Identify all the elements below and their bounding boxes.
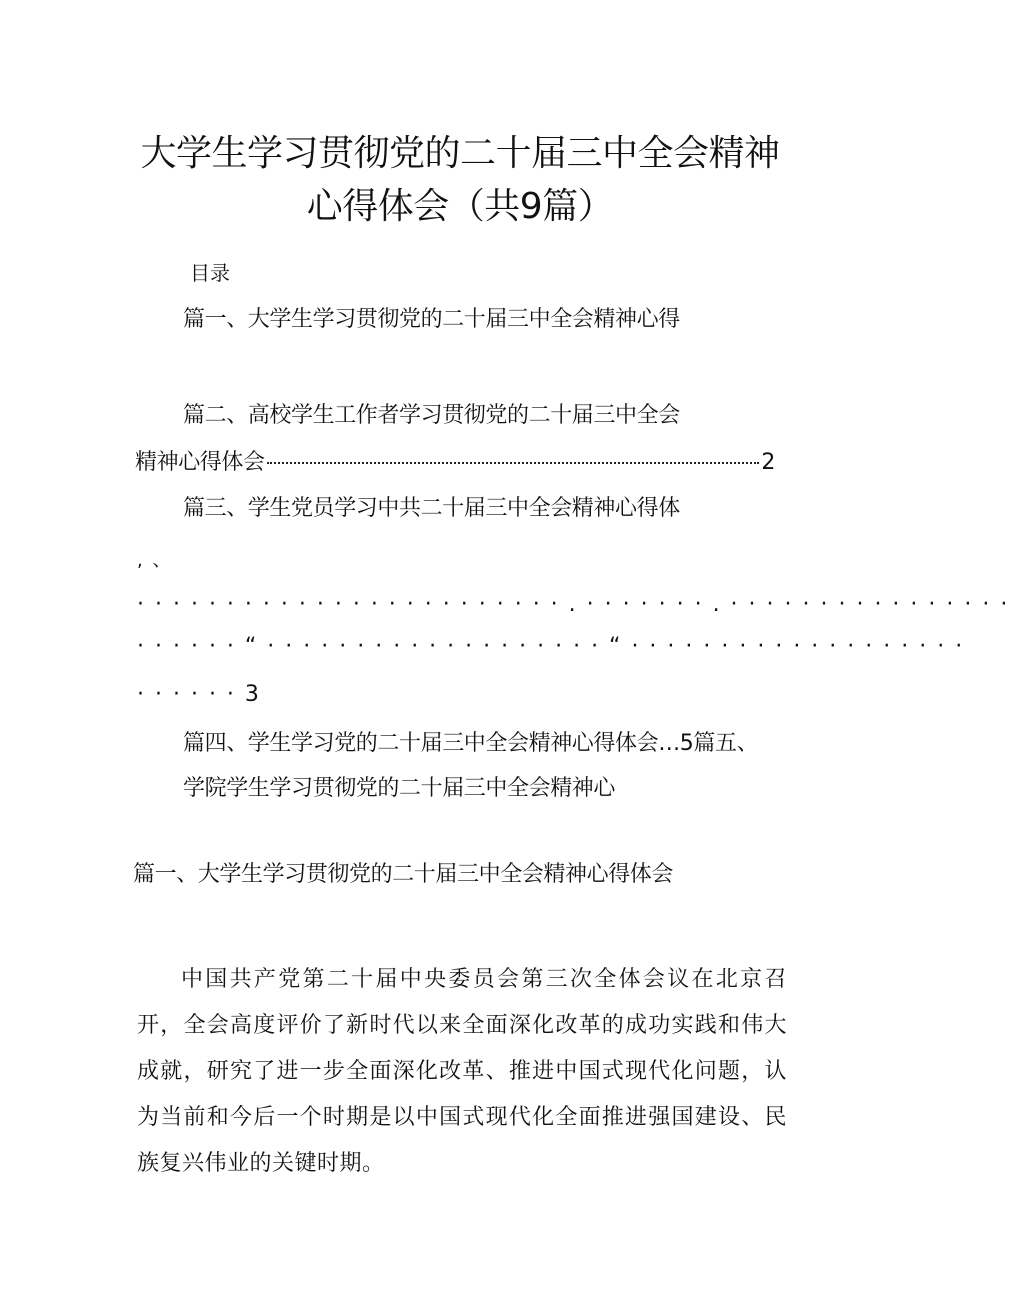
toc-entry-3-dots-1: · · · · · · · · · · · · · · · · · · · · · · · · . · · · · · · · . · · · · · · · · · · · · · · · · [137, 592, 1009, 617]
toc-entry-2-line-1[interactable]: 篇二、高校学生工作者学习贯彻党的二十届三中全会 [183, 403, 680, 428]
document-title-line-2: 心得体会（共9篇） [306, 186, 614, 227]
toc-entry-3-line-2: , 、 [137, 550, 173, 571]
section-1-heading: 篇一、大学生学习贯彻党的二十届三中全会精神心得体会 [133, 862, 674, 887]
section-1-paragraph: 中国共产党第二十届中央委员会第三次全体会议在北京召开，全会高度评价了新时代以来全面深化改革的成功实践和伟大成就，研究了进一步全面深化改革、推进中国式现代化问题，认为当前和今后一个时期是以中国式现代化全面推进强国建设、民族复兴伟业的关键时期。 [137, 967, 787, 1176]
toc-label: 目录 [190, 261, 230, 285]
toc-entry-2-text: 精神心得体会 [135, 450, 265, 475]
toc-entry-1[interactable]: 篇一、大学生学习贯彻党的二十届三中全会精神心得 [183, 307, 680, 332]
document-title-line-1: 大学生学习贯彻党的二十届三中全会精神 [140, 133, 780, 174]
toc-entry-2-page: 2 [761, 450, 775, 475]
toc-entry-3-line-1[interactable]: 篇三、学生党员学习中共二十届三中全会精神心得体 [183, 496, 680, 521]
toc-entry-4-and-5[interactable]: 篇四、学生学习党的二十届三中全会精神心得体会…5篇五、 [183, 731, 759, 756]
toc-entry-5-continued[interactable]: 学院学生学习贯彻党的二十届三中全会精神心 [183, 776, 616, 801]
toc-entry-3-dots-2: · · · · · · “ · · · · · · · · · · · · · · · · · · · “ · · · · · · · · · · · · · · · · · · · [137, 634, 965, 659]
toc-entry-3-dots-3: · · · · · · 3 [137, 682, 261, 707]
toc-entry-2-line-2[interactable] [135, 448, 775, 478]
toc-dot-leader [267, 462, 760, 464]
